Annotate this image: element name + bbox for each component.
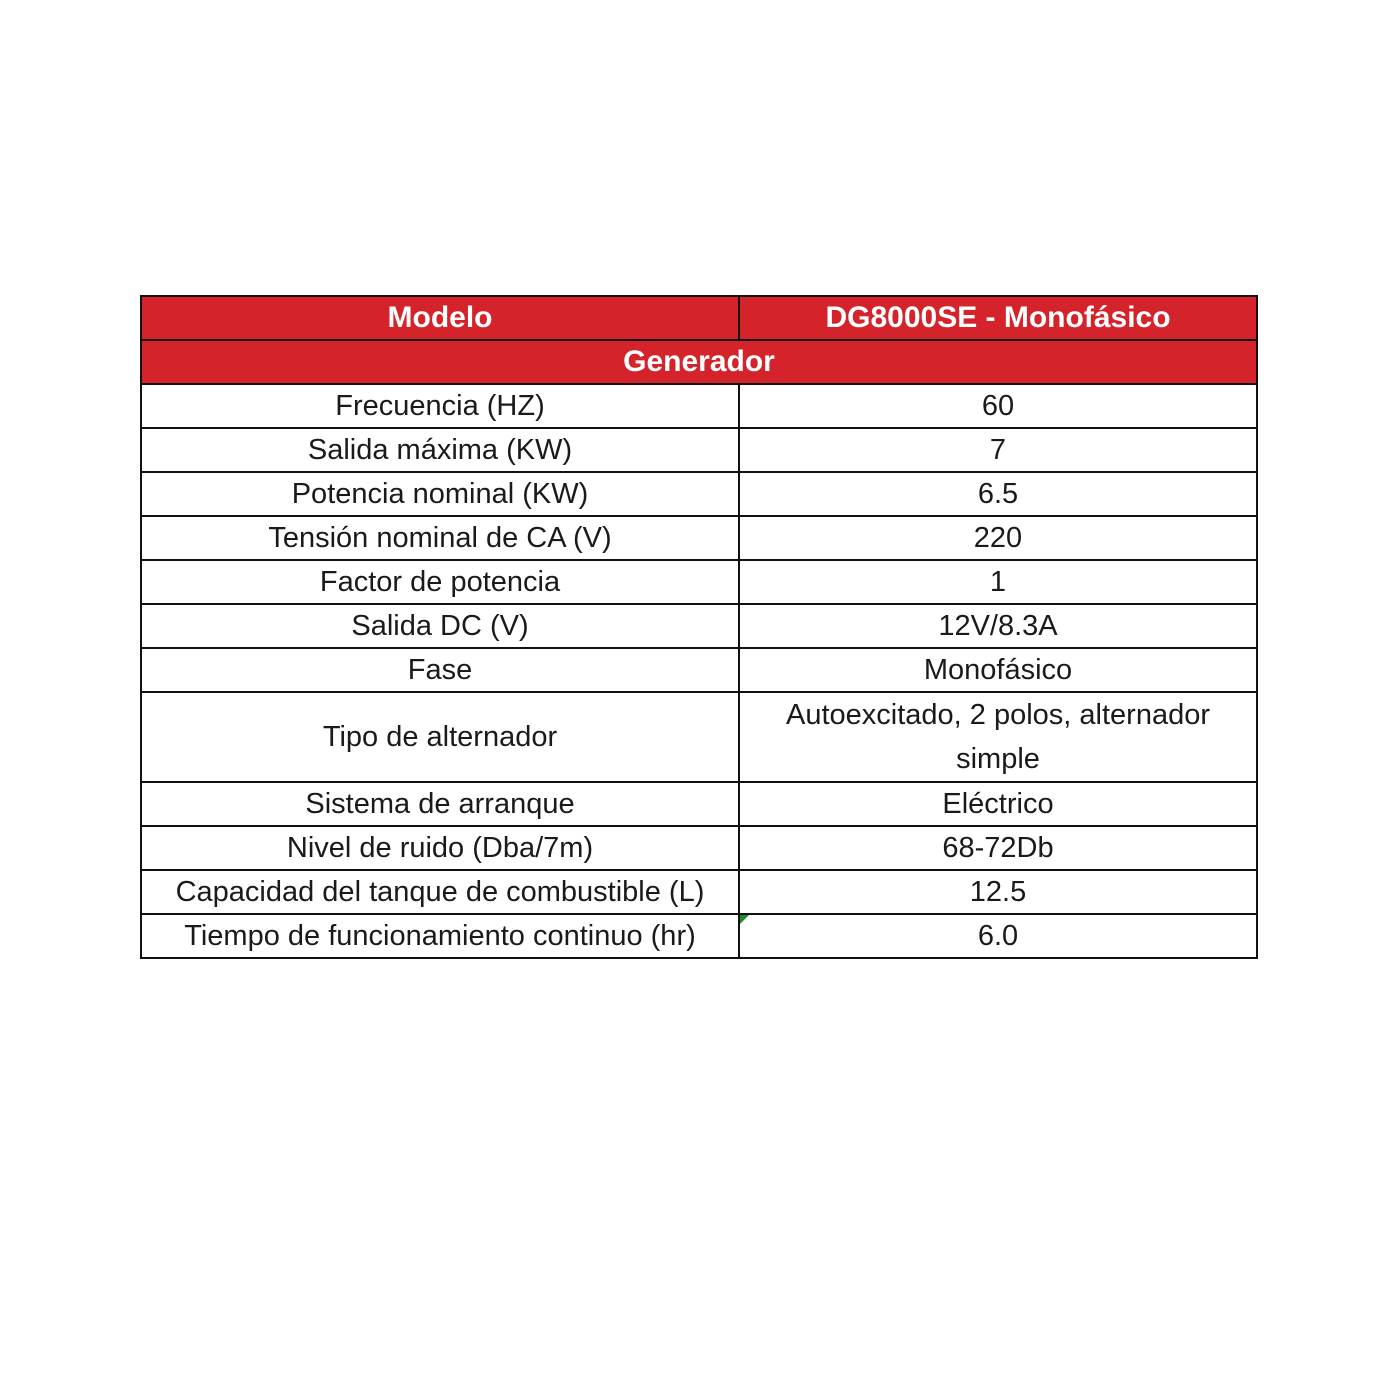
table-row (141, 560, 1257, 604)
row-value: 220 (739, 516, 1257, 560)
table-row (141, 914, 1257, 958)
row-label: Tiempo de funcionamiento continuo (hr) (141, 914, 739, 958)
row-value: Autoexcitado, 2 polos, alternador simple (739, 692, 1257, 782)
row-label: Salida máxima (KW) (141, 428, 739, 472)
row-value: 12.5 (739, 870, 1257, 914)
row-value: 7 (739, 428, 1257, 472)
row-value: Monofásico (739, 648, 1257, 692)
row-value: 6.0 (739, 914, 1257, 958)
table-row (141, 782, 1257, 826)
table-row (141, 648, 1257, 692)
row-value: Eléctrico (739, 782, 1257, 826)
header-row (141, 296, 1257, 340)
table-row (141, 692, 1257, 782)
table-row (141, 428, 1257, 472)
table-row (141, 826, 1257, 870)
section-row (141, 340, 1257, 384)
table-row (141, 516, 1257, 560)
table-row (141, 870, 1257, 914)
header-value: DG8000SE - Monofásico (739, 296, 1257, 340)
row-label: Tipo de alternador (141, 692, 739, 782)
section-title: Generador (141, 340, 1257, 384)
row-label: Tensión nominal de CA (V) (141, 516, 739, 560)
row-value: 6.5 (739, 472, 1257, 516)
row-label: Salida DC (V) (141, 604, 739, 648)
spec-table (140, 295, 1258, 959)
row-label: Capacidad del tanque de combustible (L) (141, 870, 739, 914)
row-value: 60 (739, 384, 1257, 428)
row-value: 12V/8.3A (739, 604, 1257, 648)
row-label: Factor de potencia (141, 560, 739, 604)
table-row (141, 472, 1257, 516)
row-label: Frecuencia (HZ) (141, 384, 739, 428)
row-value: 68-72Db (739, 826, 1257, 870)
row-value: 1 (739, 560, 1257, 604)
table-row (141, 384, 1257, 428)
row-label: Nivel de ruido (Dba/7m) (141, 826, 739, 870)
row-label: Potencia nominal (KW) (141, 472, 739, 516)
header-label: Modelo (141, 296, 739, 340)
row-label: Sistema de arranque (141, 782, 739, 826)
table-row (141, 604, 1257, 648)
row-label: Fase (141, 648, 739, 692)
